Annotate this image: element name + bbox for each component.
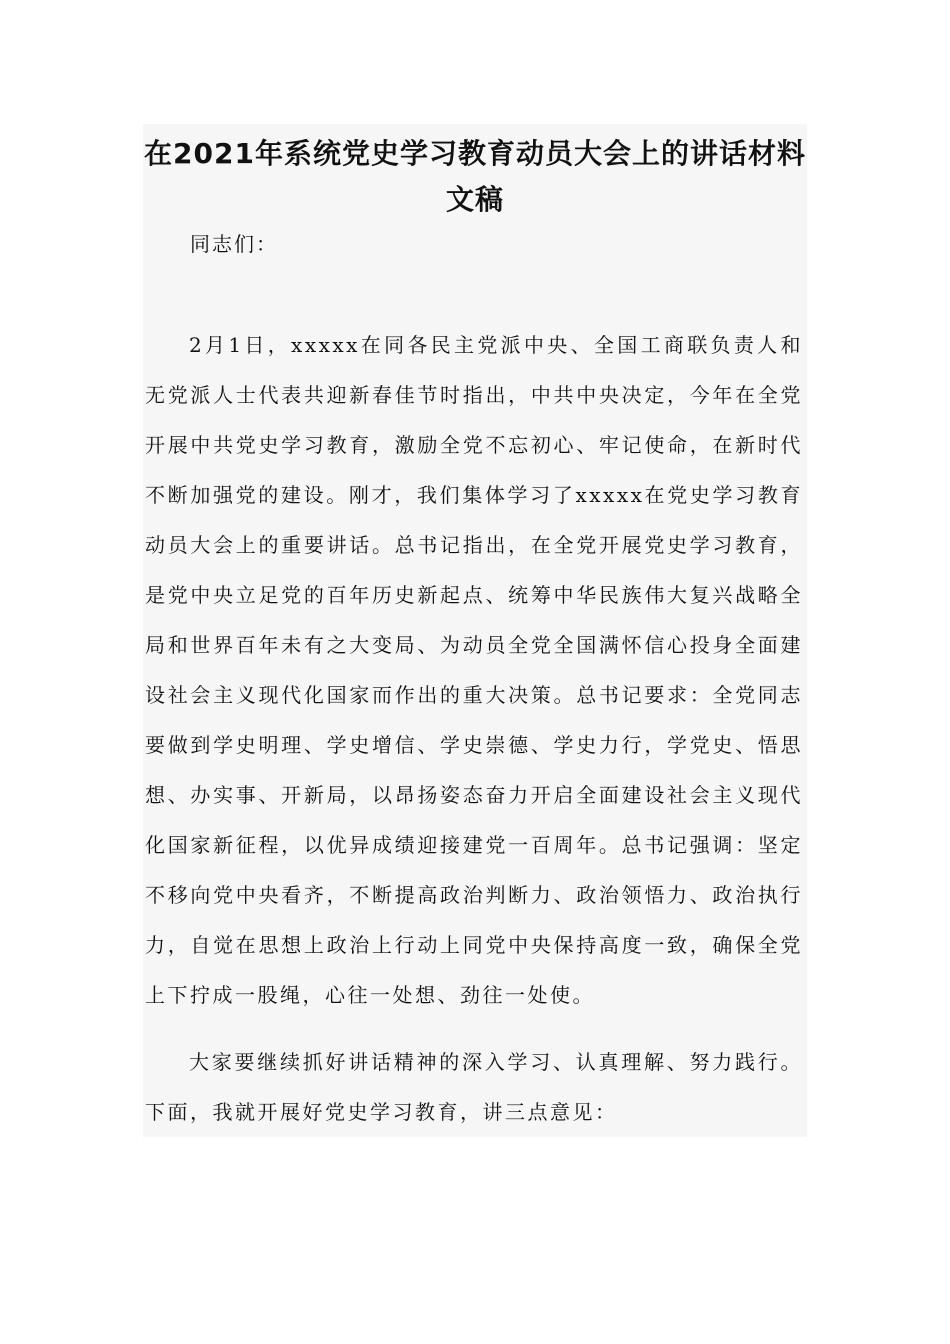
body-paragraph-1: 2月1日，xxxxx在同各民主党派中央、全国工商联负责人和无党派人士代表共迎新春佳节时指出，中共中央决定，今年在全党开展中共党史学习教育，激励全党不忘初心、牢记使命，在新时代不断加强党的建设。刚才，我们集体学习了xxxxx在党史学习教育动员大会上的重要讲话。总书记指出，在全党开展党史学习教育，是党中央立足党的百年历史新起点、统筹中华民族伟大复兴战略全局和世界百年未有之大变局、为动员全党全国满怀信心投身全面建设社会主义现代化国家而作出的重大决策。总书记要求：全党同志要做到学史明理、学史增信、学史崇德、学史力行，学党史、悟思想、办实事、开新局，以昂扬姿态奋力开启全面建设社会主义现代化国家新征程，以优异成绩迎接建党一百周年。总书记强调：坚定不移向党中央看齐，不断提高政治判断力、政治领悟力、政治执行力，自觉在思想上政治上行动上同党中央保持高度一致，确保全党上下拧成一股绳，心往一处想、劲往一处使。: [145, 333, 803, 1007]
body-paragraph-2: 大家要继续抓好讲话精神的深入学习、认真理解、努力践行。下面，我就开展好党史学习教育，讲三点意见：: [145, 1050, 803, 1124]
salutation: 同志们：: [190, 232, 278, 256]
document-title: 在2021年系统党史学习教育动员大会上的讲话材料文稿: [144, 137, 806, 216]
